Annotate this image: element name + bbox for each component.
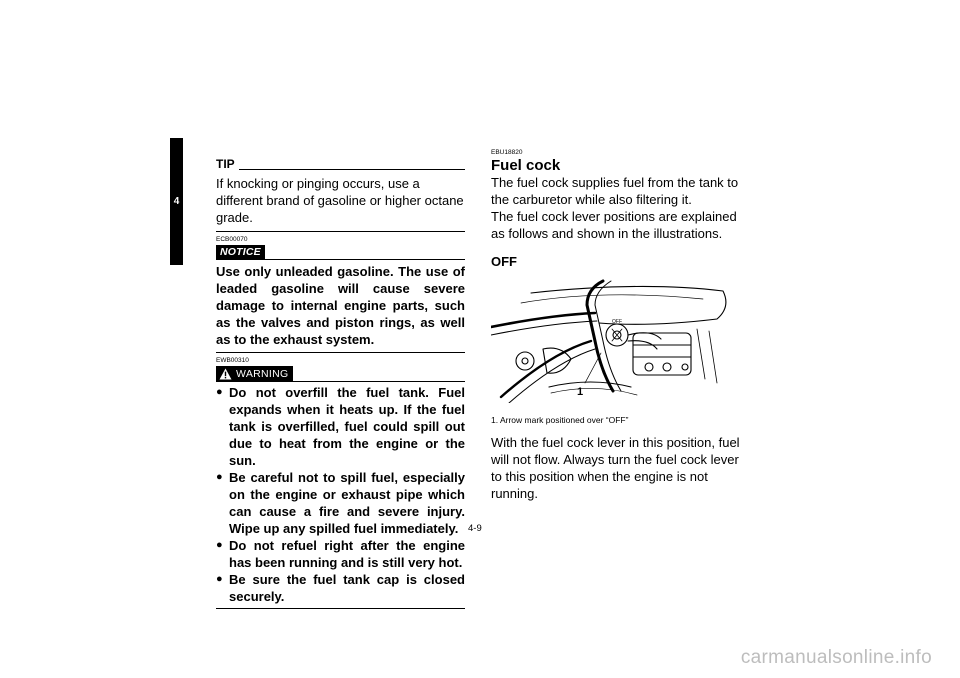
watermark: carmanualsonline.info (740, 647, 932, 668)
tip-end-rule (216, 231, 465, 232)
off-paragraph: With the fuel cock lever in this position, fuel will not flow. Always turn the fuel cock lever to this position when the engine is not running. (491, 435, 740, 501)
notice-body: Use only unleaded gasoline. The use of leaded gasoline will cause severe damage to internal engine parts, such as the valves and piston rings, as well as to the exhaust system. (216, 264, 465, 347)
list-item: ● Do not overfill the fuel tank. Fuel expands when it heats up. If the fuel tank is overfilled, fuel could spill out due to heat from the engine or the sun. (216, 385, 465, 468)
tip-rule (239, 169, 465, 170)
tip-heading (216, 156, 465, 173)
bullet-icon: ● (216, 573, 223, 585)
warning-end-rule (216, 608, 465, 609)
notice-end-rule (216, 352, 465, 353)
fuel-cock-illustration (491, 279, 741, 403)
page-number: 4-9 (468, 523, 482, 534)
warning-list (216, 384, 465, 605)
list-item: ● Be careful not to spill fuel, especially on the engine or exhaust pipe which can cause a fire and severe injury. Wipe up any spilled fuel immediately. (216, 470, 465, 536)
notice-rule (265, 259, 465, 260)
bullet-icon: ● (216, 471, 223, 483)
section-code: EBU18820 (491, 149, 523, 156)
figure-caption: 1. Arrow mark positioned over “OFF” (491, 415, 629, 425)
bullet-icon: ● (216, 539, 223, 551)
chapter-tab-number: 4 (173, 196, 180, 207)
right-column (491, 145, 741, 502)
notice-code: ECB00070 (216, 236, 248, 243)
warning-badge (216, 366, 293, 382)
warning-label: WARNING (236, 368, 289, 380)
off-heading: OFF (491, 254, 517, 269)
list-item: ● Do not refuel right after the engine has been running and is still very hot. (216, 538, 465, 570)
bullet-icon: ● (216, 386, 223, 398)
section-title: Fuel cock (491, 157, 561, 174)
chapter-tab (170, 138, 183, 265)
list-item: ● Be sure the fuel tank cap is closed securely. (216, 572, 465, 604)
tip-label: TIP (216, 157, 235, 171)
notice-badge: NOTICE (216, 245, 265, 260)
warning-header (216, 366, 465, 382)
warning-code: EWB00310 (216, 357, 249, 364)
figure-callout-1: 1 (577, 386, 584, 398)
svg-text:OFF: OFF (612, 319, 622, 325)
intro-paragraph: The fuel cock supplies fuel from the tank to the carburetor while also filtering it. (491, 175, 739, 207)
warning-triangle-icon (219, 368, 232, 380)
tip-body: If knocking or pinging occurs, use a different brand of gasoline or higher octane grade. (216, 176, 464, 225)
warning-rule (293, 381, 465, 382)
positions-paragraph: The fuel cock lever positions are explained as follows and shown in the illustrations. (491, 209, 737, 241)
left-column (216, 156, 465, 609)
notice-header (216, 245, 465, 260)
